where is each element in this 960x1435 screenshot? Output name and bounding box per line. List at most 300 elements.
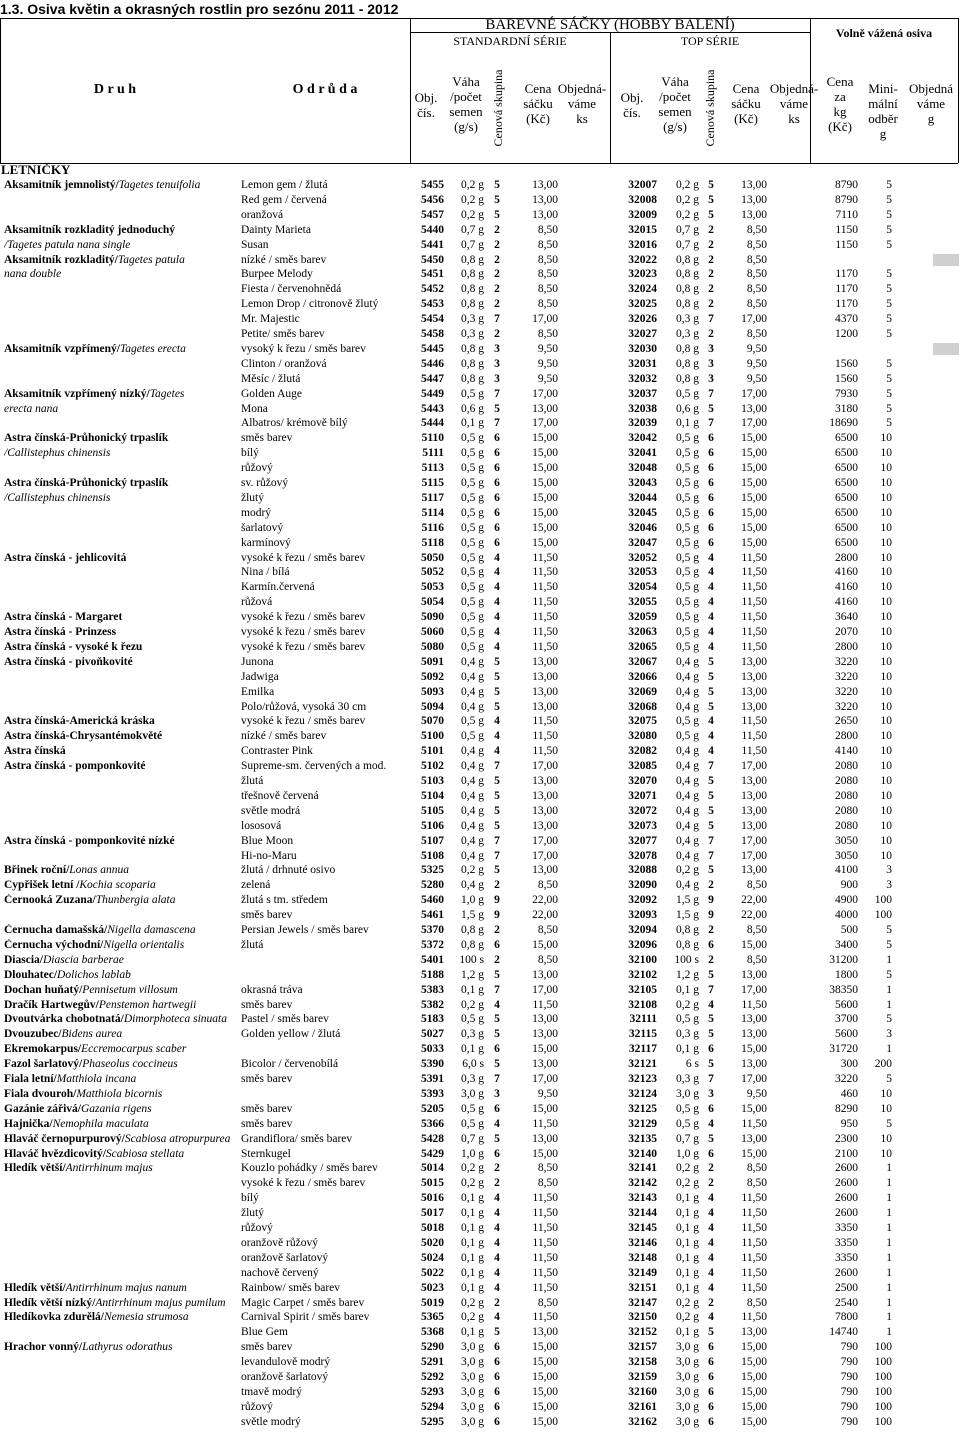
variety-cell: nachově červený (241, 1266, 319, 1279)
top-price-group-cell: 6 (708, 938, 714, 951)
packet-price-cell: 11,50 (532, 1251, 558, 1264)
top-price-group-cell: 6 (708, 1415, 714, 1428)
top-weight-cell: 0,7 g (676, 1132, 699, 1145)
order-number-cell: 5107 (421, 834, 444, 847)
top-packet-price-cell: 13,00 (741, 789, 767, 802)
weight-cell: 0,4 g (461, 789, 484, 802)
top-price-group-cell: 4 (708, 551, 714, 564)
top-price-group-cell: 6 (708, 1400, 714, 1413)
top-price-group-cell: 4 (708, 730, 714, 743)
price-group-cell: 2 (494, 924, 500, 936)
price-group-cell: 4 (494, 1266, 500, 1279)
packet-price-cell: 11,50 (532, 998, 558, 1011)
top-order-number-cell: 32144 (628, 1207, 657, 1220)
order-number-cell: 5033 (421, 1043, 444, 1056)
price-per-kg-cell: 18690 (829, 417, 858, 430)
min-order-cell: 10 (880, 581, 892, 594)
price-per-kg-cell (810, 254, 858, 268)
species-name: Aksamitník vzpřímený nízký/ (4, 387, 150, 400)
top-weight-cell: 0,5 g (676, 566, 699, 579)
species-cell (4, 1013, 236, 1027)
variety-cell: oranžově šarlatový (241, 1371, 329, 1383)
species-name: Hledíkovka zdurělá/ (4, 1311, 104, 1324)
weight-cell: 0,2 g (461, 193, 484, 206)
variety-cell: Lemon gem / žlutá (241, 179, 328, 191)
top-weight-cell: 3,0 g (676, 1341, 699, 1354)
min-order-cell: 5 (886, 298, 892, 311)
top-price-group-cell: 5 (708, 864, 714, 877)
price-per-kg-cell: 4370 (835, 313, 858, 326)
price-per-kg-cell: 6500 (835, 521, 858, 534)
variety-cell: vysoké k řezu / směs barev (241, 551, 366, 564)
min-order-cell: 5 (886, 1073, 892, 1085)
top-packet-price-cell: 8,50 (746, 1162, 767, 1175)
packet-price-cell: 15,00 (532, 506, 558, 519)
top-order-number-cell: 32066 (628, 670, 657, 683)
top-price-group-cell: 2 (708, 283, 714, 296)
species-cell (4, 1177, 236, 1191)
packet-price-cell: 17,00 (532, 417, 558, 430)
order-number-cell: 5104 (421, 789, 444, 802)
packet-price-cell: 8,50 (537, 223, 558, 236)
order-number-cell: 5100 (421, 730, 444, 743)
min-order-cell: 5 (886, 968, 892, 981)
variety-cell: světle modrý (241, 1415, 301, 1428)
packet-price-cell: 8,50 (537, 1162, 558, 1175)
top-price-group-cell: 4 (708, 1251, 714, 1264)
top-weight-cell: 0,2 g (676, 864, 699, 877)
top-packet-price-cell: 8,50 (746, 253, 767, 266)
price-group-cell: 4 (494, 998, 500, 1011)
min-order-cell: 100 (874, 909, 892, 922)
top-order-number-cell: 32111 (629, 1013, 657, 1026)
species-cell (4, 1282, 236, 1296)
packet-price-cell: 15,00 (532, 1371, 558, 1383)
species-cell (4, 388, 236, 402)
weight-cell: 0,8 g (461, 298, 484, 311)
weight-cell: 0,1 g (461, 1281, 484, 1294)
top-order-number-cell: 32094 (628, 924, 657, 936)
top-packet-price-cell: 17,00 (741, 983, 767, 996)
weight-cell: 0,5 g (461, 387, 484, 400)
price-per-kg-cell: 4000 (835, 909, 858, 922)
min-order-cell: 10 (880, 536, 892, 549)
order-number-cell: 5019 (421, 1296, 444, 1309)
weight-cell: 0,5 g (461, 491, 484, 504)
price-per-kg-cell: 6500 (835, 536, 858, 549)
price-per-kg-cell: 5600 (835, 998, 858, 1011)
top-order-number-cell: 32053 (628, 566, 657, 579)
top-packet-price-cell: 17,00 (741, 313, 767, 326)
packet-price-cell: 9,50 (537, 342, 558, 355)
min-order-cell: 5 (886, 417, 892, 430)
top-packet-price-cell: 11,50 (741, 1207, 767, 1220)
species-cell (4, 835, 236, 849)
species-name: Astra čínská - Margaret (4, 611, 123, 624)
species-latin-name: Scabiosa atropurpurea (124, 1132, 231, 1145)
order-number-cell: 5445 (421, 342, 444, 355)
top-weight-cell: 100 s (674, 953, 699, 966)
top-weight-cell: 0,5 g (676, 536, 699, 549)
price-per-kg-cell: 3220 (835, 1073, 858, 1085)
top-weight-cell: 1,0 g (676, 1147, 699, 1160)
price-per-kg-cell: 1560 (835, 372, 858, 385)
species-cell (4, 1192, 236, 1206)
top-price-group-cell: 5 (708, 1013, 714, 1026)
species-latin-name: Penstemon hartwegii (98, 998, 197, 1011)
species-name: Dlouhatec/ (4, 968, 58, 981)
min-order-cell: 10 (880, 551, 892, 564)
min-order-cell: 10 (880, 477, 892, 489)
species-cell (4, 701, 236, 715)
min-order-header: Mini- mální odběr g (868, 81, 898, 141)
species-latin-name: Diascia barberae (42, 953, 124, 966)
top-packet-price-cell: 8,50 (746, 298, 767, 311)
price-group-cell: 6 (494, 1385, 500, 1398)
packet-price-cell: 15,00 (532, 477, 558, 489)
packet-price-cell: 15,00 (532, 536, 558, 549)
order-number-cell: 5102 (421, 760, 444, 773)
top-price-group-cell: 6 (708, 1102, 714, 1115)
price-per-kg-cell: 1800 (835, 968, 858, 981)
min-order-cell: 10 (880, 611, 892, 624)
top-price-group-cell: 5 (708, 193, 714, 206)
price-group-cell: 5 (494, 1132, 500, 1145)
top-order-number-cell: 32022 (628, 253, 657, 266)
variety-cell: Blue Moon (241, 834, 294, 847)
top-packet-price-cell: 8,50 (746, 924, 767, 936)
order-number-cell: 5024 (421, 1251, 444, 1264)
variety-cell: Sternkugel (241, 1147, 291, 1160)
weight-cell: 0,5 g (461, 566, 484, 579)
packet-price-cell: 15,00 (532, 1043, 558, 1056)
packet-price-cell: 13,00 (532, 804, 558, 817)
top-weight-cell: 0,8 g (676, 372, 699, 385)
price-per-kg-cell: 6500 (835, 432, 858, 445)
species-cell (4, 1401, 236, 1415)
top-packet-price-cell: 13,00 (741, 1058, 767, 1071)
divider (610, 32, 611, 163)
weight-cell: 0,4 g (461, 745, 484, 758)
species-cell (4, 373, 236, 387)
species-cell (4, 894, 236, 908)
species-latin-name: Scabiosa stellata (105, 1147, 185, 1160)
order-number-cell: 5401 (421, 953, 444, 966)
variety-cell: Blue Gem (241, 1326, 288, 1339)
species-cell (4, 507, 236, 521)
top-packet-price-cell: 11,50 (741, 551, 767, 564)
top-order-number-cell: 32038 (628, 402, 657, 415)
variety-cell: Golden yellow / žlutá (241, 1028, 341, 1041)
top-packet-price-cell: 15,00 (741, 1385, 767, 1398)
species-latin-name: Matthiola incana (56, 1073, 137, 1085)
packet-price-cell: 15,00 (532, 1147, 558, 1160)
species-name: Diascia/ (4, 953, 43, 966)
top-weight-cell: 0,2 g (676, 1296, 699, 1309)
price-group-cell: 2 (494, 953, 500, 966)
price-group-cell: 2 (494, 253, 500, 266)
packet-price-cell: 17,00 (532, 387, 558, 400)
species-name: Hledík větší nízký/ (4, 1296, 96, 1309)
weight-cell: 0,7 g (461, 1132, 484, 1145)
top-price-group-cell: 6 (708, 1147, 714, 1160)
price-per-kg-cell: 6500 (835, 477, 858, 489)
price-group-cell: 6 (494, 1400, 500, 1413)
price-per-kg-cell: 790 (840, 1356, 858, 1369)
top-price-group-cell: 6 (708, 491, 714, 504)
top-price-group-cell: 2 (708, 1162, 714, 1175)
min-order-cell: 10 (880, 819, 892, 832)
price-per-kg-cell: 3050 (835, 834, 858, 847)
min-order-cell: 1 (886, 953, 892, 966)
packet-price-cell: 13,00 (532, 193, 558, 206)
min-order-cell: 10 (880, 730, 892, 743)
order-qty-header: Objedná- váme ks (557, 81, 607, 126)
top-packet-price-cell: 15,00 (741, 432, 767, 445)
price-per-kg-cell: 14740 (829, 1326, 858, 1339)
species-cell (4, 686, 236, 700)
species-cell (4, 1237, 236, 1251)
divider (0, 18, 1, 163)
order-number-cell: 5428 (421, 1132, 444, 1145)
order-number-cell: 5115 (421, 477, 444, 489)
species-cell (4, 522, 236, 536)
top-order-number-cell: 32008 (628, 193, 657, 206)
top-order-number-cell: 32069 (628, 685, 657, 698)
top-weight-cell: 0,5 g (676, 581, 699, 594)
price-per-kg-cell: 3220 (835, 685, 858, 698)
top-order-number-cell: 32100 (628, 953, 657, 966)
min-order-cell: 1 (886, 1162, 892, 1175)
price-per-kg-cell: 3050 (835, 849, 858, 862)
order-number-cell: 5458 (421, 328, 444, 340)
top-order-number-cell: 32090 (628, 879, 657, 892)
weight-cell: 1,0 g (461, 894, 484, 907)
species-cell (4, 999, 236, 1013)
packet-price-cell: 15,00 (532, 521, 558, 534)
price-group-cell: 4 (494, 1207, 500, 1220)
price-per-kg-cell: 7110 (835, 208, 858, 221)
price-per-kg-cell: 3640 (835, 611, 858, 624)
weight-cell: 0,5 g (461, 447, 484, 460)
weight-cell: 0,8 g (461, 924, 484, 936)
top-packet-price-cell: 17,00 (741, 849, 767, 862)
species-cell (4, 194, 236, 208)
price-per-kg-cell: 2600 (835, 1207, 858, 1220)
top-order-number-cell: 32030 (628, 342, 657, 355)
price-per-kg-cell: 6500 (835, 491, 858, 504)
species-cell (4, 1133, 236, 1147)
top-weight-cell: 0,8 g (676, 924, 699, 936)
species-name: Fiala letní/ (4, 1073, 57, 1085)
top-weight-cell: 3,0 g (676, 1415, 699, 1428)
order-number-cell: 5094 (421, 700, 444, 713)
top-weight-cell: 0,4 g (676, 849, 699, 862)
packet-price-cell: 11,50 (532, 1311, 558, 1324)
top-packet-price-cell: 11,50 (741, 730, 767, 743)
min-order-cell: 5 (886, 328, 892, 340)
weight-cell: 0,5 g (461, 1117, 484, 1130)
price-per-kg-cell: 3350 (835, 1236, 858, 1249)
price-group-cell: 6 (494, 1371, 500, 1383)
top-order-number-cell: 32043 (628, 477, 657, 489)
top-weight-cell: 0,6 g (676, 402, 699, 415)
weight-cell: 0,3 g (461, 1073, 484, 1085)
top-order-number-cell: 32052 (628, 551, 657, 564)
weight-cell: 0,5 g (461, 1102, 484, 1115)
packet-price-cell: 15,00 (532, 432, 558, 445)
top-order-number-cell: 32159 (628, 1371, 657, 1383)
weight-cell: 0,5 g (461, 626, 484, 638)
top-packet-price-cell: 13,00 (741, 968, 767, 981)
order-number-cell: 5023 (421, 1281, 444, 1294)
variety-cell: Jadwiga (241, 670, 279, 683)
order-number-cell: 5113 (421, 462, 444, 475)
top-price-group-cell: 5 (708, 208, 714, 221)
min-order-cell: 10 (880, 462, 892, 475)
top-order-number-cell: 32142 (628, 1177, 657, 1190)
top-price-group-cell: 4 (708, 566, 714, 579)
weight-cell: 0,4 g (461, 834, 484, 847)
species-name: Gazánie zářivá/ (4, 1102, 81, 1115)
packet-price-cell: 8,50 (537, 879, 558, 892)
min-order-cell: 1 (886, 1192, 892, 1205)
top-packet-price-cell: 11,50 (741, 626, 767, 638)
min-order-cell: 5 (886, 1013, 892, 1026)
min-order-cell: 5 (886, 938, 892, 951)
top-packet-price-cell: 13,00 (741, 700, 767, 713)
variety-cell: nízké / směs barev (241, 730, 327, 743)
species-cell (4, 596, 236, 610)
order-number-cell: 5106 (421, 819, 444, 832)
weight-cell: 0,5 g (461, 640, 484, 653)
min-order-cell: 10 (880, 1102, 892, 1115)
weight-cell: 0,1 g (461, 1043, 484, 1056)
top-weight-cell: 1,2 g (676, 968, 699, 981)
packet-price-cell: 13,00 (532, 402, 558, 415)
top-packet-price-cell: 11,50 (741, 745, 767, 758)
weight-cell: 0,5 g (461, 432, 484, 445)
order-number-cell: 5290 (421, 1341, 444, 1354)
price-per-kg-cell: 2080 (835, 819, 858, 832)
order-number-cell: 5294 (421, 1400, 444, 1413)
price-group-cell: 2 (494, 223, 500, 236)
min-order-cell (860, 254, 892, 268)
species-name: Dvouzubec/ (4, 1028, 62, 1041)
species-name: Černooká Zuzana/ (4, 894, 96, 907)
packet-price-cell: 17,00 (532, 834, 558, 847)
weight-cell: 0,8 g (461, 938, 484, 951)
top-weight-cell: 0,4 g (676, 700, 699, 713)
top-order-number-cell: 32080 (628, 730, 657, 743)
variety-cell: Pastel / směs barev (241, 1013, 329, 1026)
price-group-cell: 5 (494, 685, 500, 698)
top-order-number-cell: 32031 (628, 357, 657, 370)
variety-cell: okrasná tráva (241, 983, 303, 996)
min-order-cell: 10 (880, 491, 892, 504)
price-group-cell: 6 (494, 1147, 500, 1160)
top-weight-cell: 0,3 g (676, 313, 699, 326)
variety-cell: tmavě modrý (241, 1385, 302, 1398)
species-cell (4, 1267, 236, 1281)
min-order-cell: 10 (880, 685, 892, 698)
species-latin-name: Antirrhinum majus (65, 1162, 153, 1175)
price-per-kg-cell: 1170 (835, 268, 858, 281)
hobby-group-header: BAREVNÉ SÁČKY (HOBBY BALENÍ) (485, 17, 735, 33)
top-order-number-cell: 32129 (628, 1117, 657, 1130)
species-cell (4, 1341, 236, 1355)
weight-cell: 0,5 g (461, 506, 484, 519)
top-weight-cell: 0,5 g (676, 730, 699, 743)
min-order-cell: 5 (886, 313, 892, 326)
min-order-cell: 10 (880, 775, 892, 787)
order-number-cell: 5080 (421, 640, 444, 653)
order-number-cell: 5114 (421, 506, 444, 519)
top-weight-cell: 0,5 g (676, 626, 699, 638)
species-cell (4, 462, 236, 476)
min-order-cell: 3 (886, 864, 892, 877)
order-number-cell: 5444 (421, 417, 444, 430)
top-weight-cell: 0,2 g (676, 179, 699, 191)
top-order-number-cell: 32075 (628, 715, 657, 728)
min-order-cell: 10 (880, 596, 892, 609)
price-per-kg-cell: 6500 (835, 462, 858, 475)
packet-price-cell: 15,00 (532, 1341, 558, 1354)
variety-cell: vysoké k řezu / směs barev (241, 640, 366, 653)
top-packet-price-cell: 15,00 (741, 1043, 767, 1056)
top-packet-price-cell: 11,50 (741, 715, 767, 728)
top-weight-cell: 0,4 g (676, 819, 699, 832)
top-weight-cell: 0,5 g (676, 491, 699, 504)
variety-cell: Kouzlo pohádky / směs barev (241, 1162, 378, 1175)
price-group-cell: 6 (494, 432, 500, 445)
standard-series-header: STANDARDNÍ SÉRIE (453, 34, 567, 48)
variety-cell: směs barev (241, 1073, 293, 1085)
weight-cell: 0,4 g (461, 655, 484, 668)
variety-cell: lososová (241, 819, 282, 832)
packet-price-cell: 13,00 (532, 1326, 558, 1339)
weight-cell: 1,5 g (461, 909, 484, 922)
top-packet-price-cell: 17,00 (741, 834, 767, 847)
min-order-cell: 10 (880, 432, 892, 445)
top-weight-cell: 0,1 g (676, 1236, 699, 1249)
top-weight-cell: 0,3 g (676, 1073, 699, 1085)
top-packet-price-cell: 8,50 (746, 1177, 767, 1190)
top-price-group-cell: 2 (708, 1296, 714, 1309)
packet-price-cell: 22,00 (532, 909, 558, 922)
packet-price-cell: 13,00 (532, 179, 558, 191)
top-order-number-cell: 32147 (628, 1296, 657, 1309)
price-per-kg-cell: 2800 (835, 551, 858, 564)
variety-cell: růžový (241, 1400, 273, 1413)
species-name: Hrachor vonný/ (4, 1341, 83, 1354)
species-cell (4, 1311, 236, 1325)
top-price-group-cell: 7 (708, 760, 714, 773)
min-order-cell: 10 (880, 670, 892, 683)
variety-cell: sv. růžový (241, 477, 289, 489)
species-latin-name: Bidens aurea (61, 1028, 123, 1041)
weight-cell: 0,1 g (461, 1192, 484, 1205)
price-group-cell: 4 (494, 626, 500, 638)
species-cell (4, 477, 236, 491)
weight-cell: 1,2 g (461, 968, 484, 981)
species-name: Astra čínská - Prinzess (4, 626, 117, 638)
top-price-group-cell: 5 (708, 1028, 714, 1041)
top-order-number-cell: 32063 (628, 626, 657, 638)
variety-cell: Magic Carpet / směs barev (241, 1296, 365, 1309)
species-cell (4, 566, 236, 580)
min-order-cell: 1 (886, 1296, 892, 1309)
